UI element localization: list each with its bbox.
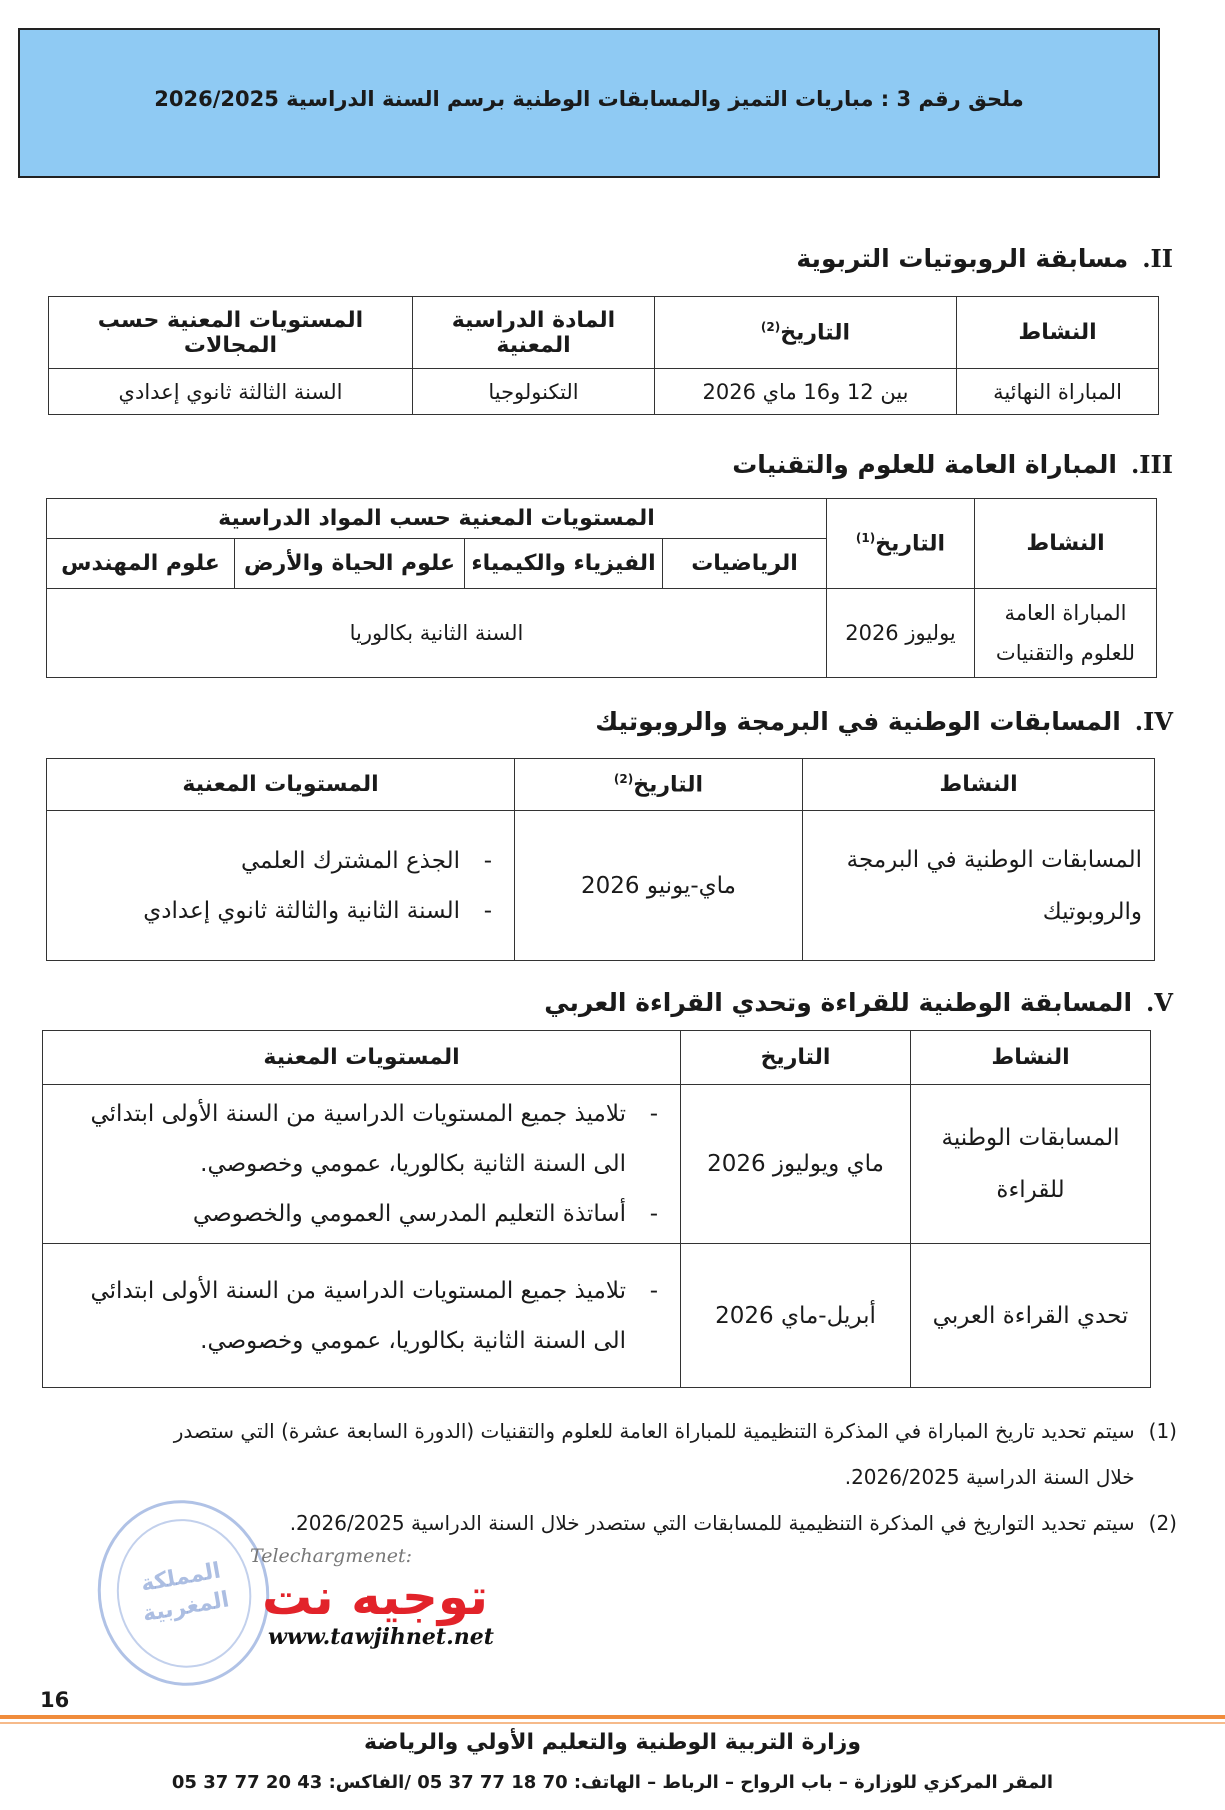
section-2-title: مسابقة الروبوتيات التربوية [796,244,1129,273]
cell-levels [43,1085,681,1244]
cell-activity [803,811,1155,961]
list-item: - الجذع المشترك العلمي [53,836,492,886]
header-levels-group: المستويات المعنية حسب المواد الدراسية [46,499,826,539]
cell-subject: التكنولوجيا [413,369,655,415]
footnote-2-number: (2) [1148,1511,1177,1535]
list-item: - السنة الثانية والثالثة ثانوي إعدادي [53,886,492,936]
header-activity: النشاط [911,1031,1151,1085]
cell-date: ماي ويوليوز 2026 [681,1085,911,1244]
level-line-2: الى السنة الثانية بكالوريا، عمومي وخصوصي. [200,1151,626,1177]
activity-line-1: المباراة العامة [1004,601,1127,625]
header-activity: النشاط [803,759,1155,811]
footnote-1-line-2: خلال السنة الدراسية 2026/2025. [844,1465,1135,1489]
list-item-continuation [49,1139,658,1189]
header-date-label: التاريخ [780,320,851,346]
cell-activity: تحدي القراءة العربي [911,1244,1151,1388]
cell-date: يوليوز 2026 [827,589,975,678]
robotics-table [48,296,1159,415]
section-3-number: .III [1130,450,1173,479]
level-line-2: الى السنة الثانية بكالوريا، عمومي وخصوصي. [200,1327,626,1354]
header-subject: المادة الدراسية المعنية [413,297,655,369]
header-date: التاريخ [681,1031,911,1085]
list-item: - تلاميذ جميع المستويات الدراسية من السنة الأولى ابتدائي [49,1266,658,1316]
ministry-name: وزارة التربية الوطنية والتعليم الأولي والرياضة [364,1730,861,1755]
annex-title: ملحق رقم 3 : مباريات التميز والمسابقات الوطنية برسم السنة الدراسية 2026/2025 [154,87,1024,111]
header-date-note: (2) [760,319,781,334]
header-date [655,297,957,369]
cell-activity [911,1085,1151,1244]
footer-divider-thin [0,1722,1225,1724]
stamp-line-2: المغربية [140,1587,232,1628]
cell-date: أبريل-ماي 2026 [681,1244,911,1388]
cell-activity [975,589,1157,678]
section-2-heading [796,244,1173,273]
header-date-note: (1) [855,530,876,545]
footnote-1-line-1: سيتم تحديد تاريخ المباراة في المذكرة التنظيمية للمباراة العامة للعلوم والتقنيات (الدورة السابعة عشرة) التي ستصدر [173,1419,1135,1443]
section-3-heading [732,450,1173,479]
section-3-title: المباراة العامة للعلوم والتقنيات [732,450,1117,479]
cell-levels: السنة الثالثة ثانوي إعدادي [49,369,413,415]
ministry-address: المقر المركزي للوزارة – باب الرواح – الرباط – الهاتف: 70 18 77 37 05 /الفاكس: 43 20 77 37 05 [171,1772,1054,1793]
watermark-logo: توجيه نت [262,1568,489,1626]
list-item: - أساتذة التعليم المدرسي العمومي والخصوصي [49,1189,658,1239]
activity-line-1: المسابقات الوطنية في البرمجة [846,846,1142,873]
activity-line-2: للعلوم والتقنيات [995,641,1136,665]
header-levels: المستويات المعنية حسب المجالات [49,297,413,369]
cell-levels [47,811,515,961]
activity-line-2: والروبوتيك [1042,898,1142,925]
section-5-number: .V [1146,988,1173,1017]
level-line-1: تلاميذ جميع المستويات الدراسية من السنة الأولى ابتدائي [90,1101,626,1127]
header-date [515,759,803,811]
activity-line-2: للقراءة [996,1177,1065,1203]
section-5-heading [544,988,1173,1017]
cell-date: بين 12 و16 ماي 2026 [655,369,957,415]
stamp-inner-ring [105,1508,263,1678]
header-math: الرياضيات [663,539,827,589]
science-contest-table [46,498,1157,678]
page-number: 16 [40,1688,70,1712]
header-physics: الفيزياء والكيمياء [465,539,663,589]
level-1: الجذع المشترك العلمي [240,847,460,874]
footer-divider [0,1715,1225,1719]
header-date-note: (2) [613,771,634,786]
header-activity: النشاط [957,297,1159,369]
level-line-1: تلاميذ جميع المستويات الدراسية من السنة الأولى ابتدائي [90,1277,626,1304]
cell-levels [43,1244,681,1388]
cell-activity: المباراة النهائية [957,369,1159,415]
activity-line-1: المسابقات الوطنية [941,1125,1120,1151]
header-date [827,499,975,589]
footnote-1-number: (1) [1148,1419,1177,1443]
footnote-2-line-1: سيتم تحديد التواريخ في المذكرة التنظيمية للمسابقات التي ستصدر خلال السنة الدراسية 2026/2025. [289,1511,1135,1535]
header-levels: المستويات المعنية [43,1031,681,1085]
watermark-url: www.tawjihnet.net [268,1624,494,1650]
section-4-number: .IV [1134,707,1173,736]
watermark-label: Telechargmenet: [250,1545,412,1567]
annex-banner [18,28,1160,178]
stamp-line-1: المملكة [139,1558,223,1598]
header-levels: المستويات المعنية [47,759,515,811]
programming-contest-table [46,758,1155,961]
level-line-3: أساتذة التعليم المدرسي العمومي والخصوصي [192,1201,626,1227]
list-item-continuation [49,1316,658,1366]
list-item: - تلاميذ جميع المستويات الدراسية من السنة الأولى ابتدائي [49,1089,658,1139]
header-date-label: التاريخ [633,772,704,798]
header-activity: النشاط [975,499,1157,589]
header-engineering: علوم المهندس [46,539,234,589]
reading-contest-table [42,1030,1151,1388]
cell-date: ماي-يونيو 2026 [515,811,803,961]
header-date-label: التاريخ [875,531,946,557]
section-4-title: المسابقات الوطنية في البرمجة والروبوتيك [595,707,1121,736]
header-life-sciences: علوم الحياة والأرض [235,539,465,589]
level-2: السنة الثانية والثالثة ثانوي إعدادي [143,897,460,924]
footnote-1 [47,1408,1177,1500]
cell-levels: السنة الثانية بكالوريا [46,589,826,678]
section-5-title: المسابقة الوطنية للقراءة وتحدي القراءة العربي [544,988,1133,1017]
section-2-number: .II [1142,244,1173,273]
section-4-heading [595,707,1173,736]
